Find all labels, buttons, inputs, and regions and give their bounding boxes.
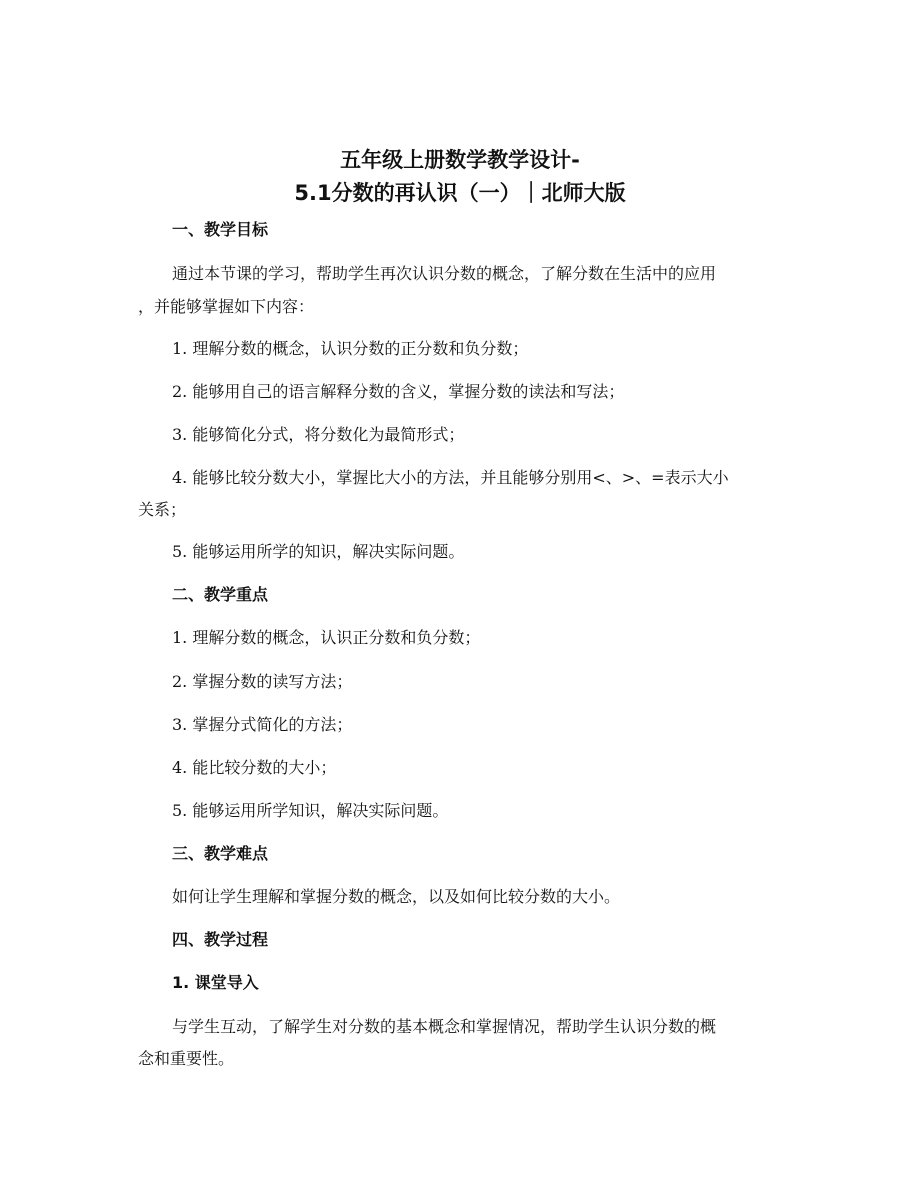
- document-title-line1: 五年级上册数学教学设计-: [340, 148, 580, 172]
- difficulties-text: 如何让学生理解和掌握分数的概念，以及如何比较分数的大小。: [172, 887, 621, 906]
- key-points-item-5: 5. 能够运用所学知识，解决实际问题。: [172, 801, 449, 820]
- section-heading-difficulties: 三、教学难点: [172, 844, 269, 863]
- goals-item-4-continued: 关系；: [138, 500, 187, 519]
- goals-intro-line1: 通过本节课的学习，帮助学生再次认识分数的概念，了解分数在生活中的应用: [172, 264, 717, 283]
- goals-item-5: 5. 能够运用所学的知识，解决实际问题。: [172, 542, 465, 561]
- section-heading-process: 四、教学过程: [172, 930, 269, 949]
- goals-item-1: 1. 理解分数的概念，认识分数的正分数和负分数；: [172, 339, 529, 358]
- goals-item-3: 3. 能够简化分式，将分数化为最简形式；: [172, 425, 465, 444]
- key-points-item-4: 4. 能比较分数的大小；: [172, 758, 337, 777]
- key-points-item-2: 2. 掌握分数的读写方法；: [172, 672, 353, 691]
- process-text-line1: 与学生互动，了解学生对分数的基本概念和掌握情况，帮助学生认识分数的概: [172, 1017, 717, 1036]
- goals-item-4: 4. 能够比较分数大小，掌握比大小的方法，并且能够分别用<、>、=表示大小: [172, 468, 729, 487]
- section-heading-goals: 一、教学目标: [172, 220, 269, 239]
- process-text-line2: 念和重要性。: [138, 1049, 235, 1068]
- key-points-item-1: 1. 理解分数的概念，认识正分数和负分数；: [172, 628, 481, 647]
- process-sub-heading: 1. 课堂导入: [172, 973, 259, 992]
- key-points-item-3: 3. 掌握分式简化的方法；: [172, 715, 353, 734]
- section-heading-key-points: 二、教学重点: [172, 585, 269, 604]
- document-title-line2: 5.1分数的再认识（一）｜北师大版: [294, 181, 626, 205]
- goals-item-2: 2. 能够用自己的语言解释分数的含义，掌握分数的读法和写法；: [172, 382, 625, 401]
- goals-intro-line2: ，并能够掌握如下内容：: [138, 297, 315, 316]
